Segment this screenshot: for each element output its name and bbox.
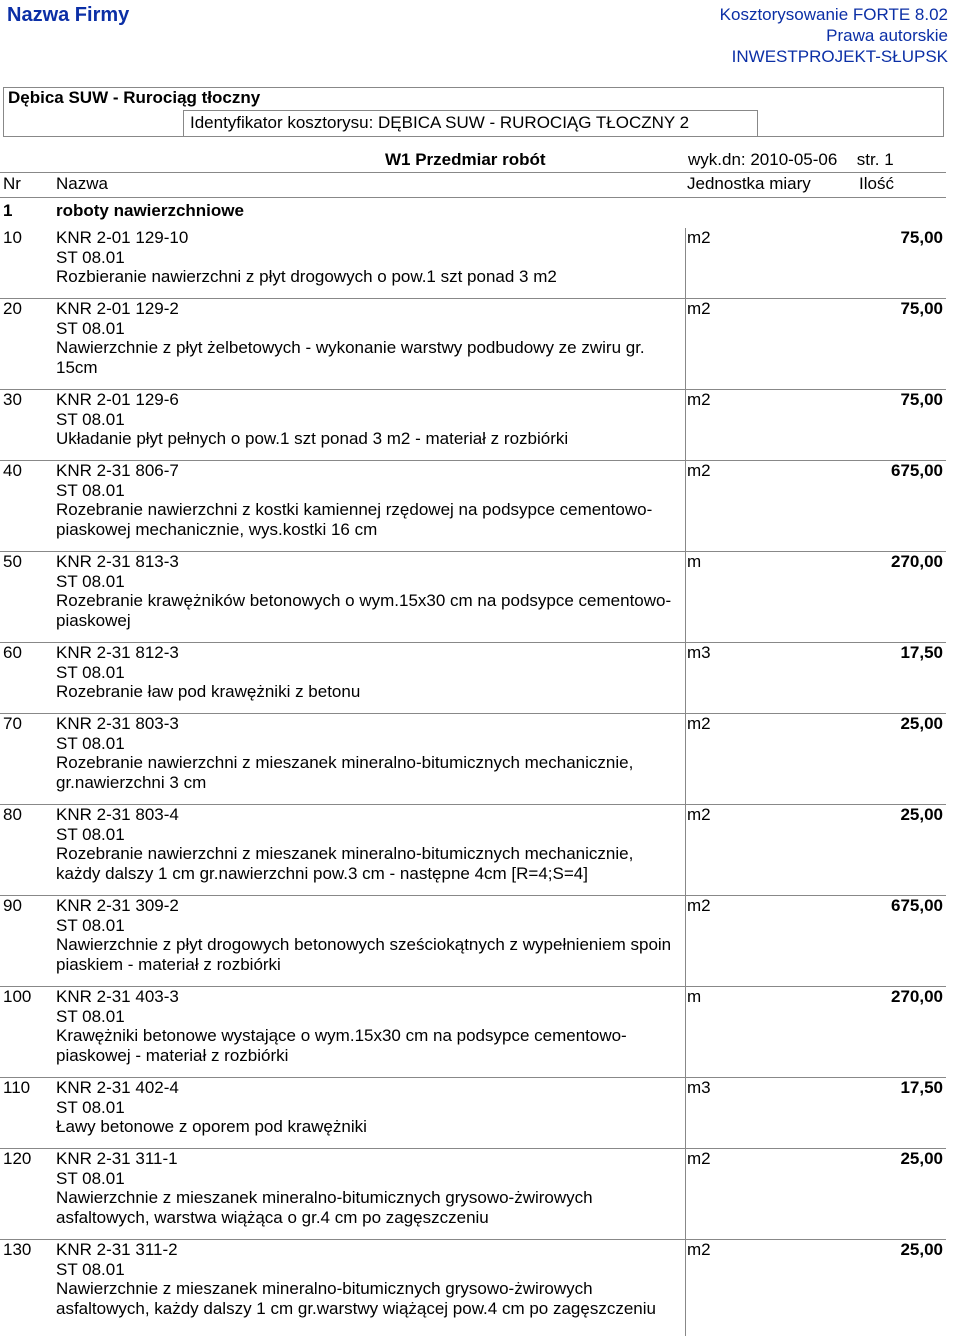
item-spec: ST 08.01 — [56, 1168, 125, 1188]
item-body — [56, 714, 681, 792]
item-body — [56, 228, 681, 287]
item-body — [56, 461, 681, 539]
item-body — [56, 896, 681, 974]
item-spec: ST 08.01 — [56, 480, 125, 500]
item-unit: m2 — [687, 1149, 711, 1168]
item-spec: ST 08.01 — [56, 318, 125, 338]
item-quantity: 75,00 — [900, 299, 943, 318]
table-row — [0, 714, 946, 805]
item-description: Nawierzchnie z płyt drogowych betonowych sześciokątnych z wypełnieniem spoin piaskiem - materiał z rozbiórki — [56, 935, 672, 974]
item-unit: m — [687, 987, 702, 1006]
item-number: 10 — [3, 228, 22, 247]
item-code: KNR 2-31 806-7 — [56, 461, 179, 480]
item-number: 80 — [3, 805, 22, 824]
app-name: Kosztorysowanie FORTE 8.02 — [719, 5, 948, 24]
item-unit: m2 — [687, 390, 711, 409]
item-number: 70 — [3, 714, 22, 733]
item-number: 100 — [3, 987, 32, 1006]
item-spec: ST 08.01 — [56, 247, 125, 267]
sheet-date: wyk.dn: 2010-05-06 — [688, 150, 838, 169]
item-description: Nawierzchnie z płyt żelbetowych - wykonanie warstwy podbudowy ze zwiru gr. 15cm — [56, 338, 645, 377]
item-code: KNR 2-01 129-10 — [56, 228, 189, 247]
cost-estimate-identifier: Identyfikator kosztorysu: DĘBICA SUW - RUROCIĄG TŁOCZNY 2 — [190, 113, 690, 132]
software-info — [720, 4, 948, 67]
item-unit: m3 — [687, 643, 711, 662]
item-body — [56, 299, 681, 377]
item-spec: ST 08.01 — [56, 824, 125, 844]
item-body — [56, 390, 681, 449]
column-header-qty: Ilość — [859, 174, 894, 193]
item-description: Ławy betonowe z oporem pod krawężniki — [56, 1117, 367, 1136]
item-code: KNR 2-31 403-3 — [56, 987, 179, 1006]
section-number: 1 — [3, 201, 13, 220]
company-name: Nazwa Firmy — [7, 4, 130, 26]
item-spec: ST 08.01 — [56, 409, 125, 429]
item-quantity: 270,00 — [891, 987, 943, 1006]
item-spec: ST 08.01 — [56, 1259, 125, 1279]
item-spec: ST 08.01 — [56, 571, 125, 591]
item-description: Rozebranie nawierzchni z mieszanek mineralno-bitumicznych mechanicznie, gr.nawierzchni 3 cm — [56, 753, 634, 792]
item-quantity: 25,00 — [900, 714, 943, 733]
item-quantity: 75,00 — [900, 228, 943, 247]
column-header-name: Nazwa — [56, 174, 108, 193]
item-spec: ST 08.01 — [56, 733, 125, 753]
item-body — [56, 552, 681, 630]
table-row — [0, 805, 946, 896]
section-name: roboty nawierzchniowe — [56, 201, 244, 220]
sheet-meta — [688, 150, 894, 170]
item-spec: ST 08.01 — [56, 662, 125, 682]
item-spec: ST 08.01 — [56, 1097, 125, 1117]
table-row — [0, 299, 946, 390]
item-quantity: 25,00 — [900, 1240, 943, 1259]
item-spec: ST 08.01 — [56, 915, 125, 935]
column-header-unit: Jednostka miary — [687, 174, 811, 193]
item-unit: m2 — [687, 228, 711, 247]
item-number: 120 — [3, 1149, 32, 1168]
item-number: 110 — [3, 1078, 31, 1097]
item-number: 40 — [3, 461, 22, 480]
item-description: Rozebranie krawężników betonowych o wym.15x30 cm na podsypce cementowo-piaskowej — [56, 591, 672, 630]
item-body — [56, 1149, 681, 1227]
item-code: KNR 2-31 402-4 — [56, 1078, 179, 1097]
table-row — [0, 987, 946, 1078]
item-number: 50 — [3, 552, 22, 571]
item-quantity: 17,50 — [900, 643, 943, 662]
table-row — [0, 1240, 946, 1330]
table-row — [0, 228, 946, 299]
table-row — [0, 1078, 946, 1149]
item-body — [56, 643, 681, 702]
page-number: str. 1 — [856, 150, 894, 169]
item-quantity: 675,00 — [891, 461, 943, 480]
item-body — [56, 987, 681, 1065]
table-row — [0, 461, 946, 552]
item-code: KNR 2-31 803-3 — [56, 714, 179, 733]
item-quantity: 25,00 — [900, 805, 943, 824]
item-description: Nawierzchnie z mieszanek mineralno-bitumicznych grysowo-żwirowych asfaltowych, warstwa wiążąca o gr.4 cm po zagęszczeniu — [56, 1188, 593, 1227]
item-code: KNR 2-31 812-3 — [56, 643, 179, 662]
item-description: Nawierzchnie z mieszanek mineralno-bitumicznych grysowo-żwirowych asfaltowych, każdy dalszy 1 cm gr.warstwy wiążącej pow.4 cm po zagęszczeniu — [56, 1279, 656, 1318]
item-description: Krawężniki betonowe wystające o wym.15x30 cm na podsypce cementowo-piaskowej - materiał z rozbiórki — [56, 1026, 627, 1065]
item-code: KNR 2-01 129-2 — [56, 299, 179, 318]
item-spec: ST 08.01 — [56, 1006, 125, 1026]
item-description: Rozbieranie nawierzchni z płyt drogowych o pow.1 szt ponad 3 m2 — [56, 267, 557, 286]
project-title: Dębica SUW - Rurociąg tłoczny — [8, 88, 261, 107]
item-number: 90 — [3, 896, 22, 915]
item-unit: m2 — [687, 1240, 711, 1259]
item-quantity: 25,00 — [900, 1149, 943, 1168]
item-quantity: 75,00 — [900, 390, 943, 409]
item-unit: m2 — [687, 714, 711, 733]
item-body — [56, 1240, 681, 1318]
item-code: KNR 2-31 813-3 — [56, 552, 179, 571]
item-unit: m2 — [687, 805, 711, 824]
item-unit: m2 — [687, 299, 711, 318]
items-table — [0, 228, 946, 1330]
item-unit: m3 — [687, 1078, 711, 1097]
item-unit: m2 — [687, 461, 711, 480]
item-body — [56, 805, 681, 883]
item-description: Rozebranie nawierzchni z mieszanek mineralno-bitumicznych mechanicznie, każdy dalszy 1 cm gr.nawierzchni pow.3 cm - następne 4cm [R=4;S=4] — [56, 844, 634, 883]
item-code: KNR 2-31 311-1 — [56, 1149, 178, 1168]
table-row — [0, 390, 946, 461]
item-number: 20 — [3, 299, 22, 318]
item-code: KNR 2-31 311-2 — [56, 1240, 178, 1259]
item-code: KNR 2-31 309-2 — [56, 896, 179, 915]
item-quantity: 675,00 — [891, 896, 943, 915]
table-row — [0, 552, 946, 643]
copyright-label: Prawa autorskie — [826, 26, 948, 45]
item-code: KNR 2-01 129-6 — [56, 390, 179, 409]
item-number: 130 — [3, 1240, 32, 1259]
item-quantity: 270,00 — [891, 552, 943, 571]
author-name: INWESTPROJEKT-SŁUPSK — [731, 47, 948, 66]
item-body — [56, 1078, 681, 1137]
item-number: 30 — [3, 390, 22, 409]
item-description: Rozebranie ław pod krawężniki z betonu — [56, 682, 361, 701]
item-description: Rozebranie nawierzchni z kostki kamiennej rzędowej na podsypce cementowo-piaskowej mechanicznie, wys.kostki 16 cm — [56, 500, 653, 539]
table-row — [0, 896, 946, 987]
item-number: 60 — [3, 643, 22, 662]
item-unit: m — [687, 552, 702, 571]
item-unit: m2 — [687, 896, 711, 915]
table-row — [0, 1149, 946, 1240]
column-header-nr: Nr — [3, 174, 21, 193]
item-quantity: 17,50 — [900, 1078, 943, 1097]
sheet-title: W1 Przedmiar robót — [385, 150, 546, 169]
item-code: KNR 2-31 803-4 — [56, 805, 179, 824]
table-row — [0, 643, 946, 714]
item-description: Układanie płyt pełnych o pow.1 szt ponad 3 m2 - materiał z rozbiórki — [56, 429, 569, 448]
